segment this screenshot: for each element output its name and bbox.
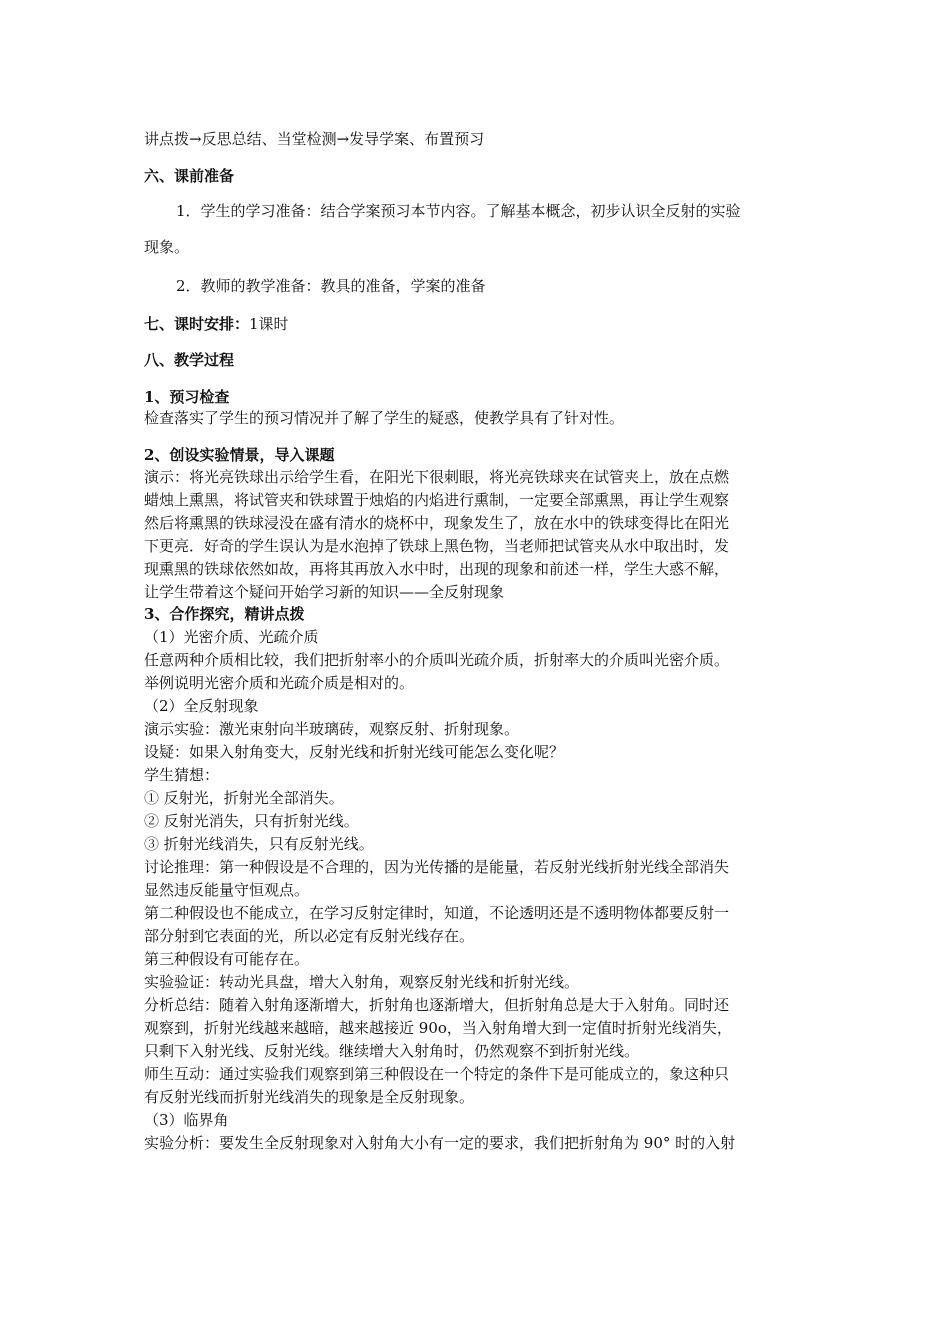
paragraph-line: 有反射光线而折射光线消失的现象是全反射现象。 xyxy=(144,1088,475,1106)
paragraph-line: 部分射到它表面的光，所以必定有反射光线存在。 xyxy=(144,927,475,945)
paragraph-line: 只剩下入射光线、反射光线。继续增大入射角时，仍然观察不到折射光线。 xyxy=(144,1042,640,1060)
paragraph-line: 让学生带着这个疑问开始学习新的知识——全反射现象 xyxy=(144,583,505,601)
subheading-3: 3、合作探究，精讲点拨 xyxy=(144,605,305,623)
paragraph-line: 演示实验：激光束射向半玻璃砖，观察反射、折射现象。 xyxy=(144,720,520,738)
paragraph-line: 师生互动：通过实验我们观察到第三种假设在一个特定的条件下是可能成立的，象这种只 xyxy=(144,1065,730,1083)
paragraph-line: 讨论推理：第一种假设是不合理的，因为光传播的是能量，若反射光线折射光线全部消失 xyxy=(144,858,730,876)
guess-item-3: ③ 折射光线消失，只有反射光线。 xyxy=(144,835,374,853)
section-heading-8: 八、教学过程 xyxy=(144,351,235,369)
section-heading-7-value: 1课时 xyxy=(249,315,289,333)
paragraph-line: 观察到，折射光线越来越暗，越来越接近 90o，当入射角增大到一定值时折射光线消失， xyxy=(144,1019,732,1037)
student-prep-line-2: 现象。 xyxy=(144,238,190,256)
student-prep-line-1: 1．学生的学习准备：结合学案预习本节内容。了解基本概念，初步认识全反射的实验 xyxy=(176,202,741,220)
subheading-2: 2、创设实验情景，导入课题 xyxy=(144,446,335,464)
paragraph-line: 任意两种介质相比较，我们把折射率小的介质叫光疏介质，折射率大的介质叫光密介质。 xyxy=(144,651,730,669)
section-heading-7 xyxy=(144,313,289,335)
paragraph-line: 分析总结：随着入射角逐渐增大，折射角也逐渐增大，但折射角总是大于入射角。同时还 xyxy=(144,996,730,1014)
paragraph-line: 第三种假设有可能存在。 xyxy=(144,950,310,968)
paragraph-line: 第二种假设也不能成立，在学习反射定律时，知道，不论透明还是不透明物体都要反射一 xyxy=(144,904,730,922)
section-heading-7-label: 七、课时安排： xyxy=(144,315,250,333)
paragraph-line: 检查落实了学生的预习情况并了解了学生的疑惑，使教学具有了针对性。 xyxy=(144,409,625,427)
paragraph-line: 现熏黑的铁球依然如故，再将其再放入水中时，出现的现象和前述一样，学生大惑不解， xyxy=(144,560,730,578)
paragraph-line: 然后将熏黑的铁球浸没在盛有清水的烧杯中，现象发生了，放在水中的铁球变得比在阳光 xyxy=(144,514,730,532)
paragraph-line: 演示：将光亮铁球出示给学生看，在阳光下很刺眼，将光亮铁球夹在试管夹上，放在点燃 xyxy=(144,468,730,486)
guess-item-2: ② 反射光消失，只有折射光线。 xyxy=(144,812,359,830)
paragraph-line: 设疑：如果入射角变大，反射光线和折射光线可能怎么变化呢？ xyxy=(144,743,565,761)
topic-heading-1: （1）光密介质、光疏介质 xyxy=(144,628,319,646)
guess-item-1: ① 反射光，折射光全部消失。 xyxy=(144,789,344,807)
paragraph-line: 实验分析：要发生全反射现象对入射角大小有一定的要求，我们把折射角为 90° 时的入射 xyxy=(144,1134,736,1152)
paragraph-line: 学生猜想： xyxy=(144,766,220,784)
paragraph-line: 蜡烛上熏黑，将试管夹和铁球置于烛焰的内焰进行熏制，一定要全部熏黑，再让学生观察 xyxy=(144,491,730,509)
topic-heading-3: （3）临界角 xyxy=(144,1111,229,1129)
section-heading-6: 六、课前准备 xyxy=(144,167,235,185)
paragraph-line: 举例说明光密介质和光疏介质是相对的。 xyxy=(144,674,415,692)
teacher-prep-line: 2．教师的教学准备：教具的准备，学案的准备 xyxy=(176,277,486,295)
topic-heading-2: （2）全反射现象 xyxy=(144,697,259,715)
subheading-1: 1、预习检查 xyxy=(144,388,230,406)
paragraph-line: 显然违反能量守恒观点。 xyxy=(144,881,310,899)
process-flow-line: 讲点拨→反思总结、当堂检测→发导学案、布置预习 xyxy=(144,130,485,148)
paragraph-line: 下更亮．好奇的学生误认为是水泡掉了铁球上黑色物，当老师把试管夹从水中取出时，发 xyxy=(144,537,730,555)
paragraph-line: 实验验证：转动光具盘，增大入射角，观察反射光线和折射光线。 xyxy=(144,973,580,991)
